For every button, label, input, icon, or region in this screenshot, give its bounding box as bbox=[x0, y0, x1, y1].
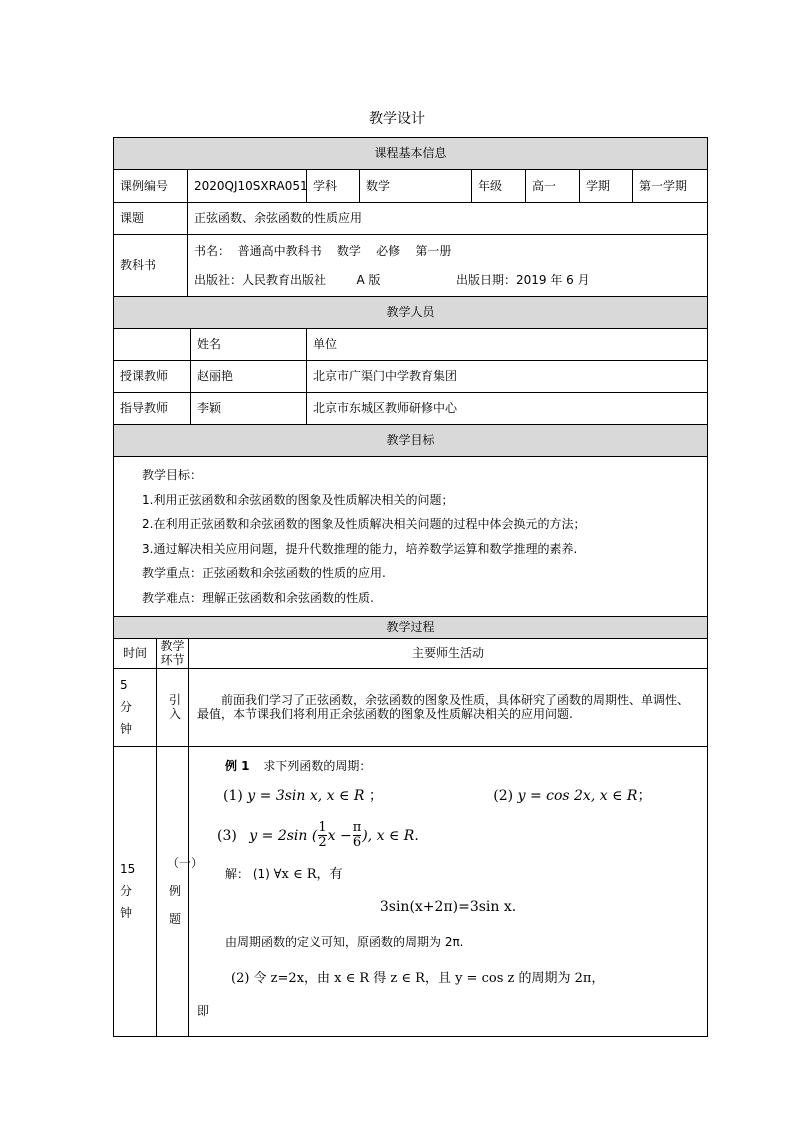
q2-expression: y = cos 2x, x ∈ R bbox=[517, 787, 638, 804]
topic-value: 正弦函数、余弦函数的性质应用 bbox=[188, 203, 708, 235]
subject-label: 学科 bbox=[307, 170, 360, 203]
solution1-text: ∀x ∈ R，有 bbox=[273, 866, 343, 882]
row2-step-name: 例题 bbox=[169, 884, 182, 927]
goals-body bbox=[114, 457, 708, 617]
date-line: 出版日期：2019 年 6 月 bbox=[456, 272, 590, 287]
q3-prefix: y = 2sin ( bbox=[249, 827, 318, 844]
row1-step: 引入 bbox=[157, 668, 189, 746]
q2-number: (2) bbox=[493, 787, 514, 804]
col-time: 时间 bbox=[114, 639, 157, 669]
row2-step-index: （一） bbox=[167, 856, 204, 871]
goal-1: 1.利用正弦函数和余弦函数的图象及性质解决相关的问题； bbox=[142, 492, 454, 507]
row2-time: 15 分 钟 bbox=[114, 746, 157, 1036]
section-basic-info: 课程基本信息 bbox=[114, 138, 708, 170]
code-label: 课例编号 bbox=[114, 170, 188, 203]
publisher-line: 出版社：人民教育出版社 A 版 bbox=[194, 272, 381, 287]
col-activity: 主要师生活动 bbox=[189, 639, 708, 669]
section-staff: 教学人员 bbox=[114, 297, 708, 329]
example-label: 例 1 bbox=[225, 758, 250, 773]
grade-value: 高一 bbox=[526, 170, 580, 203]
topic-label: 课题 bbox=[114, 203, 188, 235]
row2-activity: 例 1 求下列函数的周期： (1) y = 3sin x, x ∈ R ； (2) y = cos 2x, x ∈ R； (3) y = 2sin ( $\frac{1}{2}$ x − $\frac{\pi}{6}$ ), x ∈ R. 解： (1) ∀x ∈ R，有 3sin(x+2π)=3sin x. 由周期函数的定义可知，原函数的周期为 2π. (2) 令 z=2x，由 x ∈ R 得 z ∈ R，且 y = cos z 的周期为 2π， 即 bbox=[189, 746, 708, 1036]
solution2-text: (2) 令 z=2x，由 x ∈ R 得 z ∈ R，且 y = cos z 的周期为 2π， bbox=[231, 970, 605, 986]
q3-fraction-half: $\frac{1}{2}$ bbox=[318, 820, 327, 851]
row1-time: 5 分 钟 bbox=[114, 668, 157, 746]
textbook-info bbox=[188, 235, 708, 297]
subject-value: 数学 bbox=[360, 170, 472, 203]
term-label: 学期 bbox=[580, 170, 633, 202]
book-line: 书名： 普通高中教科书 数学 必修 第一册 bbox=[194, 243, 452, 258]
solution1-equation: 3sin(x+2π)=3sin x. bbox=[379, 898, 517, 915]
solution-label: 解： bbox=[225, 866, 250, 881]
teacher-name: 赵丽艳 bbox=[191, 361, 307, 393]
goal-3: 3.通过解决相关应用问题，提升代数推理的能力，培养数学运算和数学推理的素养. bbox=[142, 541, 578, 556]
lesson-plan-table bbox=[113, 137, 708, 1037]
goal-2: 2.在利用正弦函数和余弦函数的图象及性质解决相关问题的过程中体会换元的方法； bbox=[142, 517, 586, 531]
textbook-label: 教科书 bbox=[114, 235, 188, 297]
mentor-role: 指导教师 bbox=[114, 393, 191, 425]
q1-expression: y = 3sin x, x ∈ R bbox=[247, 787, 365, 804]
q3-suffix: ), x ∈ R. bbox=[362, 827, 419, 844]
solution1-conclusion: 由周期函数的定义可知，原函数的周期为 2π. bbox=[225, 934, 464, 949]
grade-label: 年级 bbox=[472, 170, 526, 203]
solution1-number: (1) bbox=[252, 866, 270, 881]
document-title: 教学设计 bbox=[369, 111, 425, 127]
goals-intro: 教学目标： bbox=[142, 468, 203, 482]
section-process: 教学过程 bbox=[114, 617, 708, 639]
example-text: 求下列函数的周期： bbox=[263, 758, 372, 773]
mentor-unit: 北京市东城区教师研修中心 bbox=[307, 393, 708, 425]
term-cell bbox=[580, 170, 708, 203]
q3-middle: x − bbox=[327, 827, 352, 844]
difficult-point: 教学难点：理解正弦函数和余弦函数的性质. bbox=[142, 590, 374, 605]
section-goals: 教学目标 bbox=[114, 425, 708, 457]
key-point: 教学重点：正弦函数和余弦函数的性质的应用. bbox=[142, 566, 386, 580]
q3-fraction-pi-six: $\frac{\pi}{6}$ bbox=[352, 820, 362, 851]
code-value: 2020QJ10SXRA051 bbox=[188, 170, 307, 203]
name-column-label: 姓名 bbox=[197, 337, 222, 352]
row2-step bbox=[157, 746, 204, 1036]
solution2-continuation: 即 bbox=[197, 1003, 210, 1018]
teacher-role: 授课教师 bbox=[114, 361, 191, 393]
unit-column-label: 单位 bbox=[307, 329, 708, 361]
row1-activity: 前面我们学习了正弦函数，余弦函数的图象及性质，具体研究了函数的周期性、单调性、最值，本节课我们将利用正余弦函数的图象及性质解决相关的应用问题. bbox=[189, 668, 708, 746]
mentor-name: 李颖 bbox=[191, 393, 307, 425]
q1-number: (1) bbox=[223, 787, 243, 804]
term-value: 第一学期 bbox=[639, 178, 688, 193]
col-step: 教学环节 bbox=[157, 639, 189, 669]
q3-number: (3) bbox=[217, 827, 237, 844]
teacher-unit: 北京市广渠门中学教育集团 bbox=[307, 361, 708, 393]
